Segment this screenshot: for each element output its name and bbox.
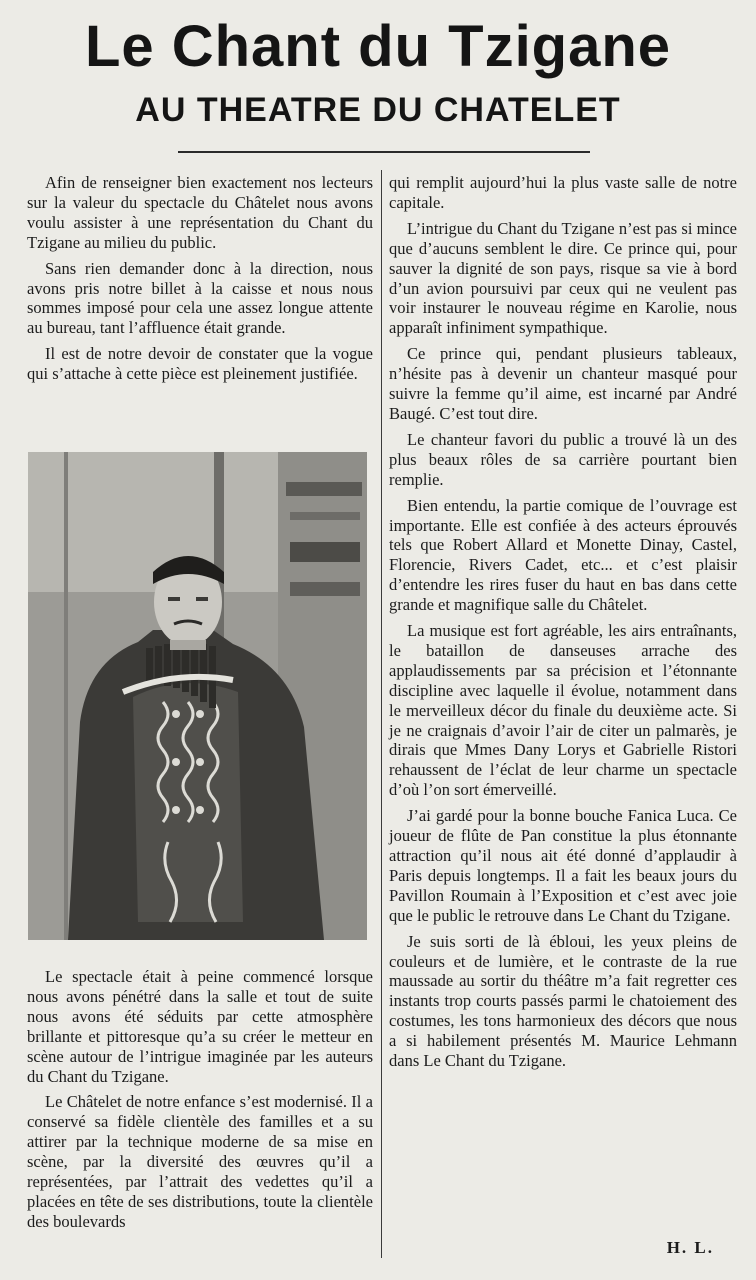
right-column — [389, 173, 737, 1077]
subheadline: AU THEATRE DU CHATELET — [135, 91, 621, 129]
left-column-top — [27, 173, 373, 390]
paragraph: La musique est fort agréable, les airs entraînants, le bataillon de danseuses arrache des applaudissements par sa précision et l’étonnante discipline avec laquelle il évolue, notamment dans le merveilleux décor du finale du deuxième acte. Si je ne craignais d’avoir l’air de citer un palmarès, je dirais que Mmes Dany Lorys et Gabrielle Ristori rehaussent de l’éclat de leur charme un spectacle d’où l’on sort émerveillé. — [389, 621, 737, 800]
paragraph: J’ai gardé pour la bonne bouche Fanica Luca. Ce joueur de flûte de Pan constitue la plus étonnante attraction qu’il nous ait été donné d’applaudir à Paris depuis longtemps. Il a fait les beaux jours du Pavillon Roumain à l’Exposition et c’est avec joie que le public le retrouve dans Le Chant du Tzigane. — [389, 806, 737, 925]
paragraph-continued: qui remplit aujourd’hui la plus vaste salle de notre capitale. — [389, 173, 737, 212]
paragraph: Afin de renseigner bien exactement nos lecteurs sur la valeur du spectacle du Châtelet nous avons voulu assister à une représentation du Chant du Tzigane au milieu du public. — [27, 173, 373, 252]
paragraph: Sans rien demander donc à la direction, nous avons pris notre billet à la caisse et nous nous sommes imposé pour cela une assez longue attente au bureau, tant l’affluence était grande. — [27, 258, 373, 338]
left-column-bottom — [27, 967, 373, 1238]
author-signature: H. L. — [666, 1238, 714, 1257]
headline-rule — [178, 151, 590, 153]
column-divider — [381, 170, 382, 1258]
paragraph: Ce prince qui, pendant plusieurs tableaux, n’hésite pas à devenir un chanteur masqué pour suivre la femme qu’il aime, est incarné par André Baugé. C’est tout dire. — [389, 344, 737, 423]
paragraph: Il est de notre devoir de constater que la vogue qui s’attache à cette pièce est pleinement justifiée. — [27, 344, 373, 384]
paragraph: Le spectacle était à peine commencé lorsque nous avons pénétré dans la salle et tout de suite nous avons été séduits par cette atmosphère brillante et pittoresque qu’a su créer le metteur en scène autour de l’intrigue imaginée par les auteurs du Chant du Tzigane. — [27, 967, 373, 1086]
headline: Le Chant du Tzigane — [84, 14, 672, 79]
paragraph: Je suis sorti de là ébloui, les yeux pleins de couleurs et de lumière, et le contraste de la rue maussade au sortir du théâtre m’a fait regretter ces instants trop courts passés parmi le chatoiement des costumes, les tons harmonieux des décors que nous a si habilement présentés M. Maurice Lehmann dans Le Chant du Tzigane. — [389, 931, 737, 1071]
paragraph: Bien entendu, la partie comique de l’ouvrage est importante. Elle est confiée à des acteurs éprouvés tels que Robert Allard et Monette Dinay, Castel, Florencie, Rivers Cadet, etc... et c’est plaisir d’entendre les rires fuser du haut en bas dans cette grande et magnifique salle du Châtelet. — [389, 495, 737, 615]
paragraph: L’intrigue du Chant du Tzigane n’est pas si mince que d’aucuns semblent le dire. Ce prince qui, pour sauver la dignité de son pays, risque sa vie à bord d’un avion poursuivi par ceux qui ne veulent pas voir instaurer le nouveau régime en Karolie, nous apparaît infiniment sympathique. — [389, 218, 737, 338]
paragraph: Le Châtelet de notre enfance s’est modernisé. Il a conservé sa fidèle clientèle des familles et a su attirer par la technique moderne de sa mise en scène, par la diversité des œuvres qu’il a représentées, par l’attrait des vedettes qu’il a placées en tête de ses distributions, toute la clientèle des boulevards — [27, 1092, 373, 1231]
paragraph: Le chanteur favori du public a trouvé là un des plus beaux rôles de sa carrière pourtant bien remplie. — [389, 429, 737, 489]
photo-performer — [28, 452, 367, 940]
